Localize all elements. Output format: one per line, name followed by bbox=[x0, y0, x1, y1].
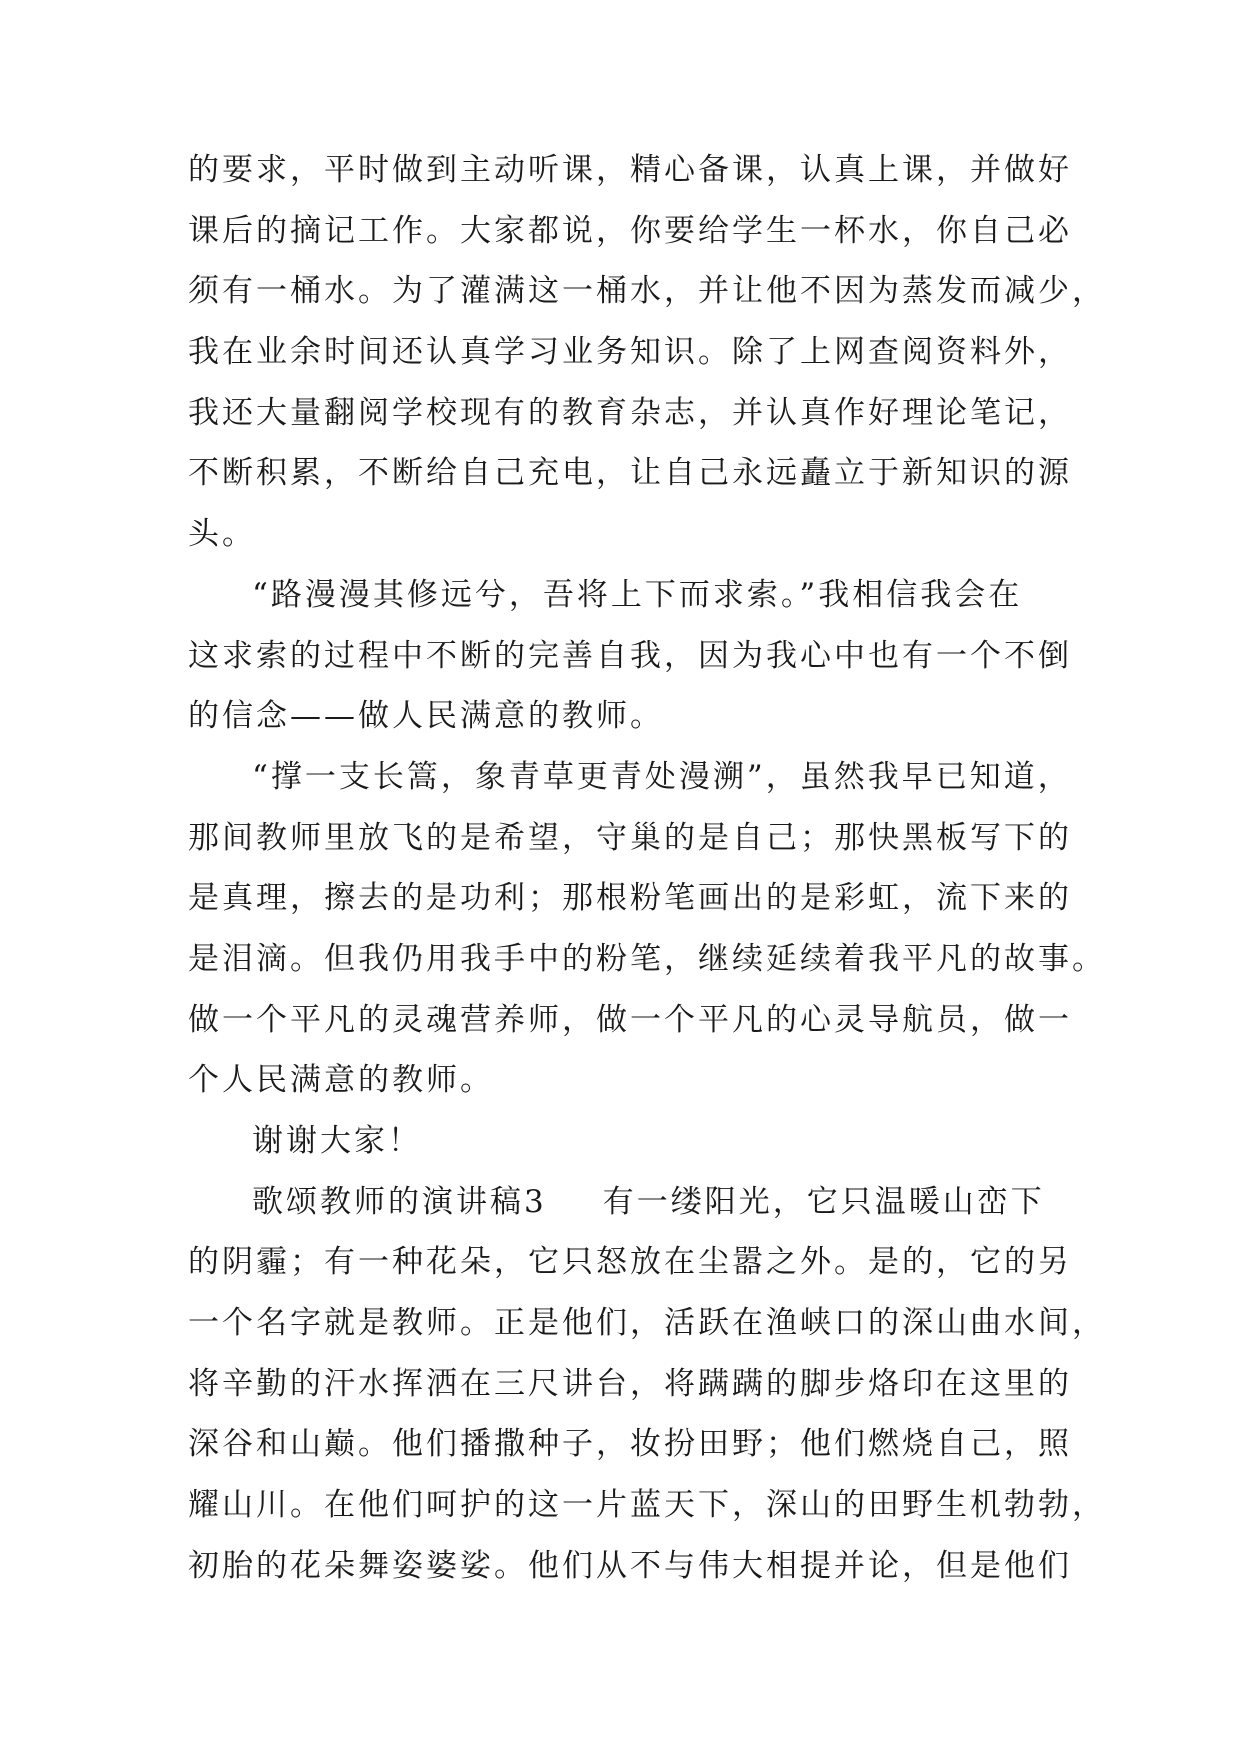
text-line: 那间教师里放飞的是希望，守巢的是自己；那快黑板写下的 bbox=[188, 819, 1072, 856]
section-heading-title: 歌颂教师的演讲稿3 bbox=[252, 1183, 547, 1220]
section-heading-continuation: 有一缕阳光，它只温暖山峦下 bbox=[602, 1183, 1045, 1220]
section-heading-line bbox=[188, 1172, 1068, 1233]
text-line: 须有一桶水。为了灌满这一桶水，并让他不因为蒸发而减少， bbox=[188, 273, 1106, 310]
text-line: 是真理，擦去的是功利；那根粉笔画出的是彩虹，流下来的 bbox=[188, 880, 1072, 917]
text-line: 做一个平凡的灵魂营养师，做一个平凡的心灵导航员，做一 bbox=[188, 1001, 1072, 1038]
text-line: 一个名字就是教师。正是他们，活跃在渔峡口的深山曲水间， bbox=[188, 1305, 1106, 1342]
text-line: 深谷和山巅。他们播撒种子，妆扮田野；他们燃烧自己，照 bbox=[188, 1426, 1072, 1463]
text-line: 课后的摘记工作。大家都说，你要给学生一杯水，你自己必 bbox=[188, 212, 1072, 249]
text-line: 头。 bbox=[188, 516, 256, 553]
text-line: 这求索的过程中不断的完善自我，因为我心中也有一个不倒 bbox=[188, 637, 1072, 674]
text-line: 初胎的花朵舞姿婆娑。他们从不与伟大相提并论，但是他们 bbox=[188, 1547, 1072, 1584]
paragraph-start-line: “撑一支长篙，象青草更青处漫溯”，虽然我早已知道， bbox=[252, 758, 1072, 795]
text-line: 耀山川。在他们呵护的这一片蓝天下，深山的田野生机勃勃， bbox=[188, 1487, 1106, 1524]
text-line: 的信念——做人民满意的教师。 bbox=[188, 698, 664, 735]
text-line: 将辛勤的汗水挥洒在三尺讲台，将蹒蹒的脚步烙印在这里的 bbox=[188, 1365, 1072, 1402]
closing-line: 谢谢大家！ bbox=[252, 1123, 422, 1159]
paragraph-start-line: “路漫漫其修远兮，吾将上下而求索。”我相信我会在 bbox=[252, 576, 1023, 613]
text-line: 是泪滴。但我仍用我手中的粉笔，继续延续着我平凡的故事。 bbox=[188, 940, 1106, 977]
text-line: 不断积累，不断给自己充电，让自己永远矗立于新知识的源 bbox=[188, 455, 1072, 492]
text-line: 我在业余时间还认真学习业务知识。除了上网查阅资料外， bbox=[188, 334, 1072, 371]
text-line: 的要求，平时做到主动听课，精心备课，认真上课，并做好 bbox=[188, 152, 1072, 188]
text-line: 的阴霾；有一种花朵，它只怒放在尘嚣之外。是的，它的另 bbox=[188, 1244, 1072, 1281]
document-body bbox=[188, 140, 1106, 1597]
text-line: 个人民满意的教师。 bbox=[188, 1062, 494, 1099]
text-line: 我还大量翻阅学校现有的教育杂志，并认真作好理论笔记， bbox=[188, 394, 1072, 431]
